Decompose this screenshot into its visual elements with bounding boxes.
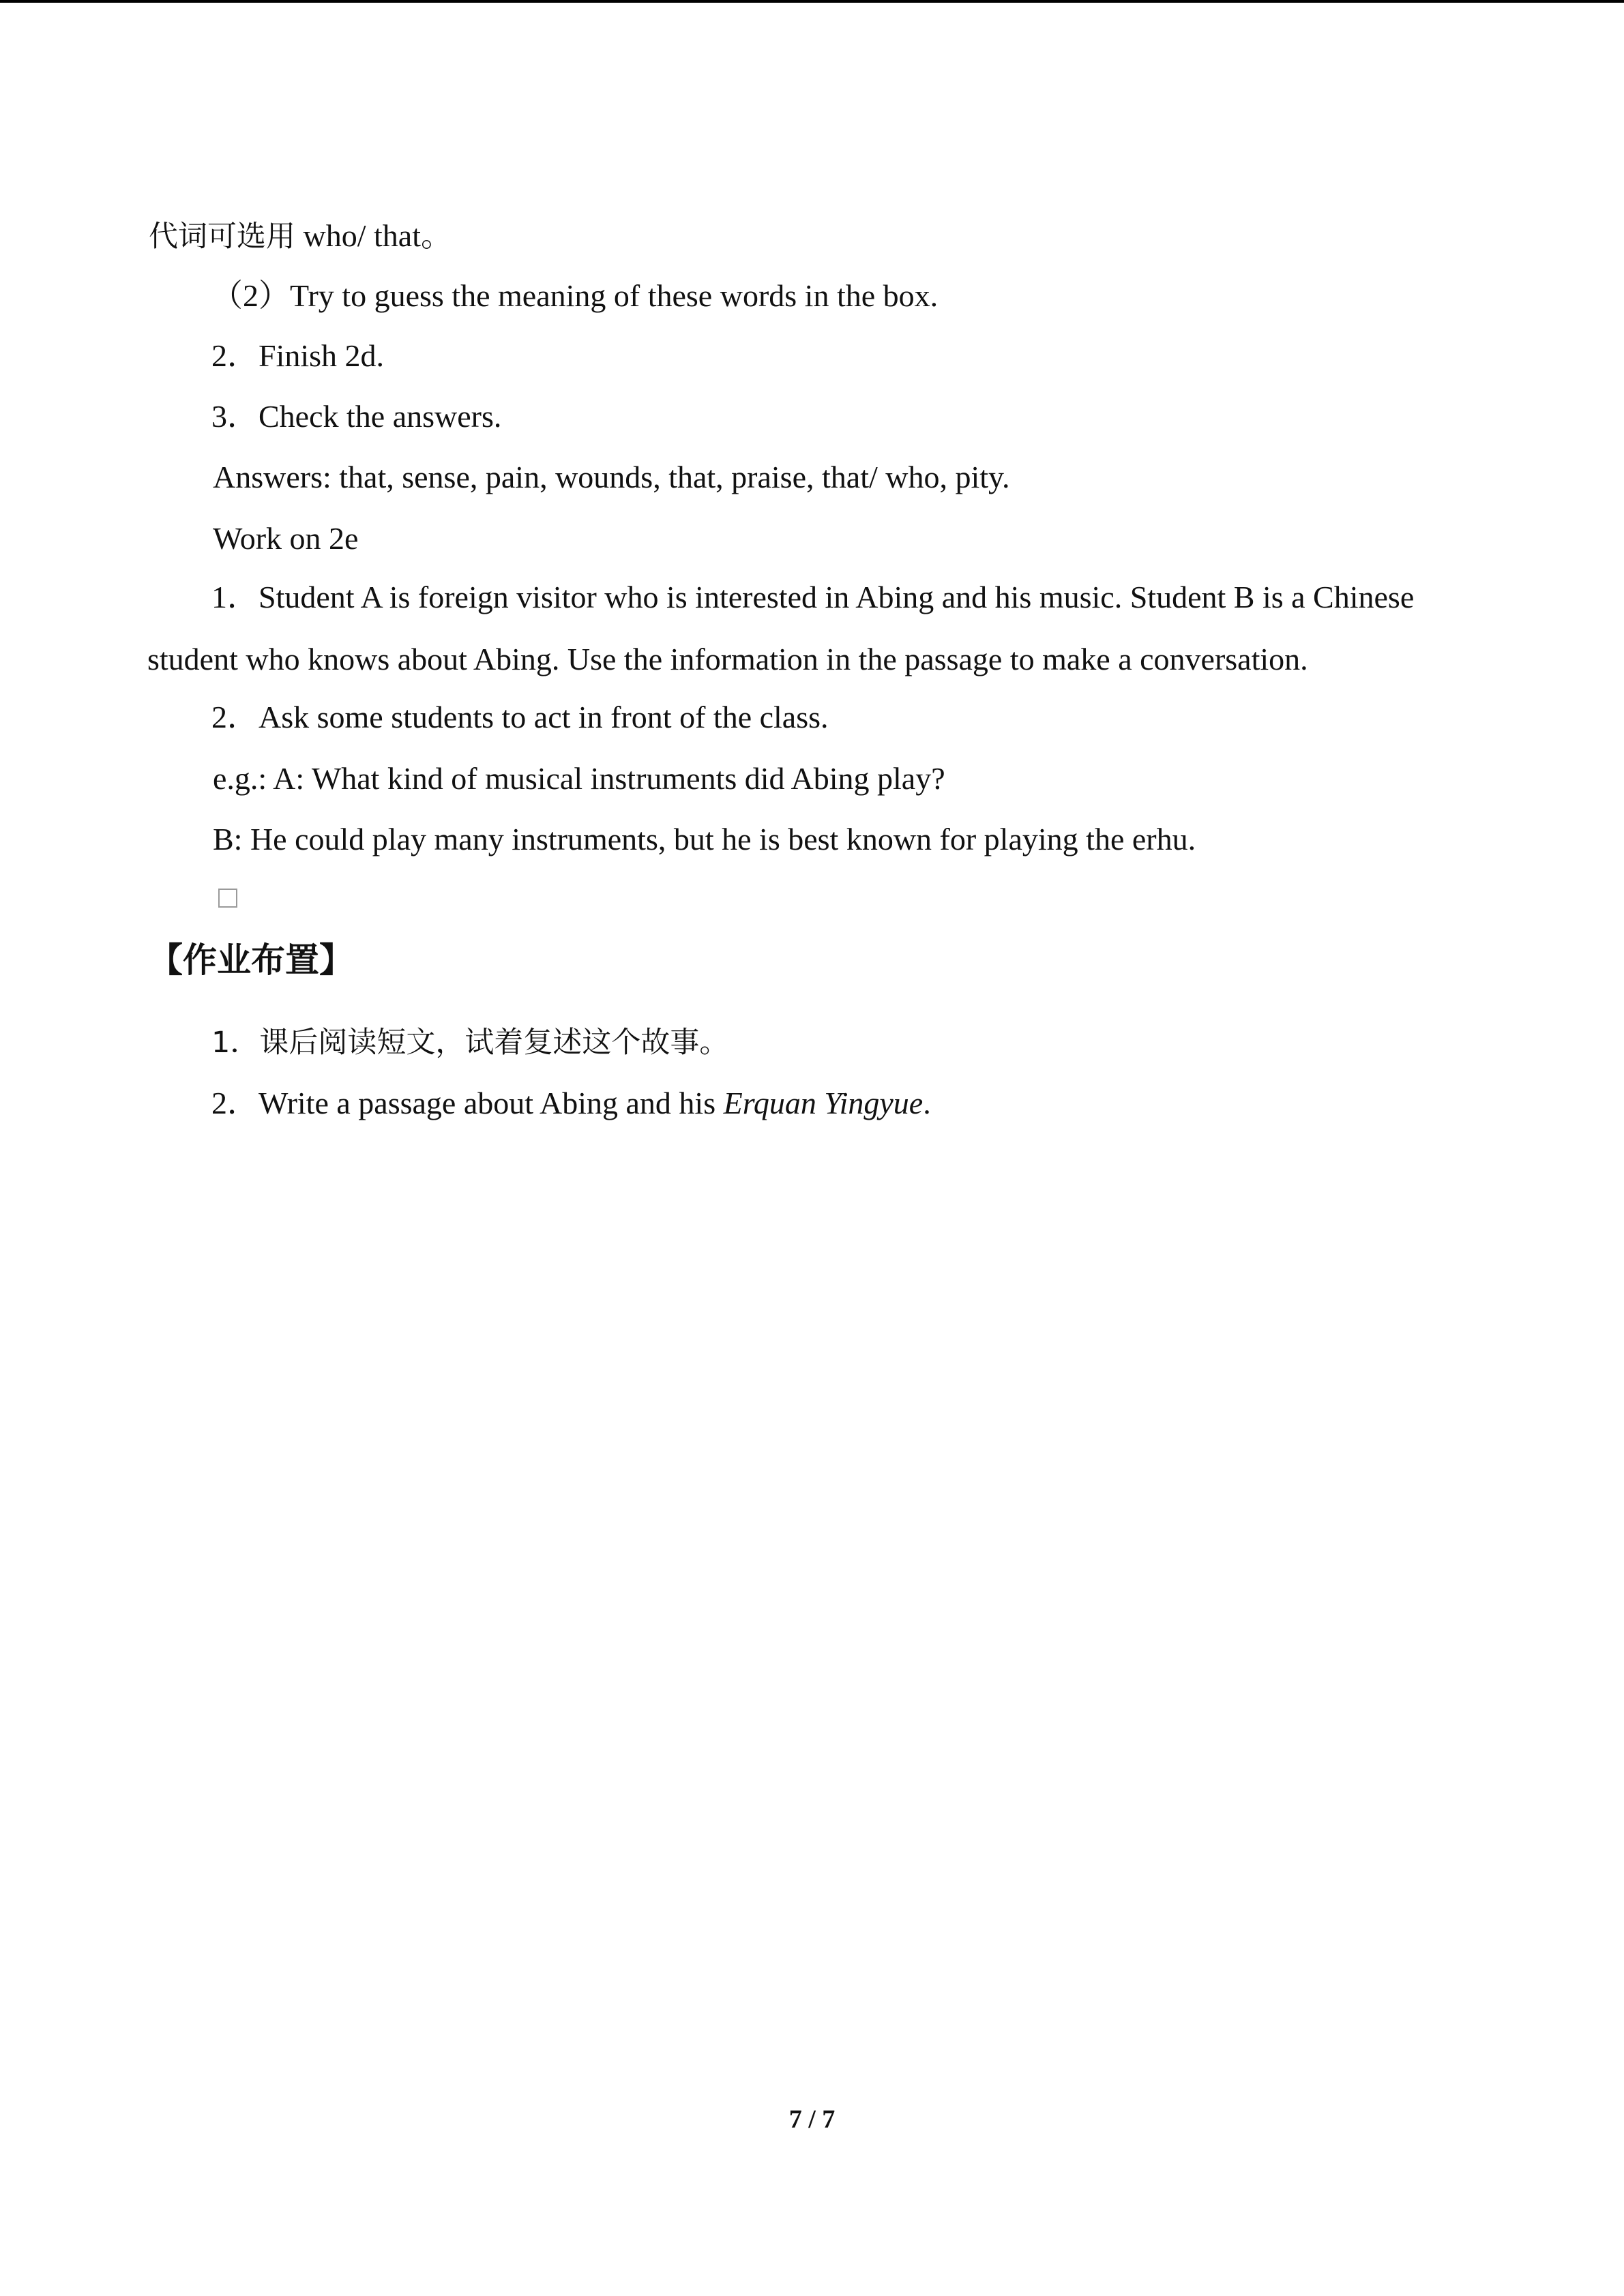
text-line-answers: Answers: that, sense, pain, wounds, that, praise, that/ who, pity. bbox=[213, 460, 1010, 494]
homework-item-text: 2．Write a passage about Abing and his bbox=[211, 1086, 724, 1120]
text-line-finish-2d: 2．Finish 2d. bbox=[211, 338, 385, 373]
text-line-student-b: student who knows about Abing. Use the information in the passage to make a conversation. bbox=[147, 642, 1308, 676]
empty-checkbox-icon bbox=[218, 889, 237, 908]
page-top-border bbox=[0, 0, 1624, 3]
text-line-example-question: e.g.: A: What kind of musical instruments did Abing play? bbox=[213, 761, 945, 796]
text-line-example-answer: B: He could play many instruments, but he is best known for playing the erhu. bbox=[213, 822, 1196, 856]
text-line-relative-pronoun bbox=[149, 217, 452, 256]
song-title-italic: Erquan Yingyue bbox=[723, 1086, 924, 1120]
text-line-act-in-front: 2．Ask some students to act in front of the class. bbox=[211, 700, 829, 734]
homework-item-period: . bbox=[923, 1086, 931, 1120]
homework-item-retell: 1．课后阅读短文，试着复述这个故事。 bbox=[211, 1026, 729, 1060]
homework-item-write-passage bbox=[211, 1084, 931, 1122]
text-line-check-answers: 3．Check the answers. bbox=[211, 399, 502, 434]
page-number: 7 / 7 bbox=[788, 2105, 836, 2134]
text-cjk-segment: 代词可选用 bbox=[149, 220, 295, 254]
homework-heading: 【作业布置】 bbox=[149, 940, 353, 980]
text-line-guess-meaning: （2）Try to guess the meaning of these words in the box. bbox=[211, 278, 939, 313]
text-line-student-a: 1．Student A is foreign visitor who is interested in Abing and his music. Student B is a Chinese bbox=[211, 580, 1415, 614]
text-line-work-on-2e: Work on 2e bbox=[213, 521, 359, 556]
text-en-segment: who/ that。 bbox=[295, 218, 452, 253]
